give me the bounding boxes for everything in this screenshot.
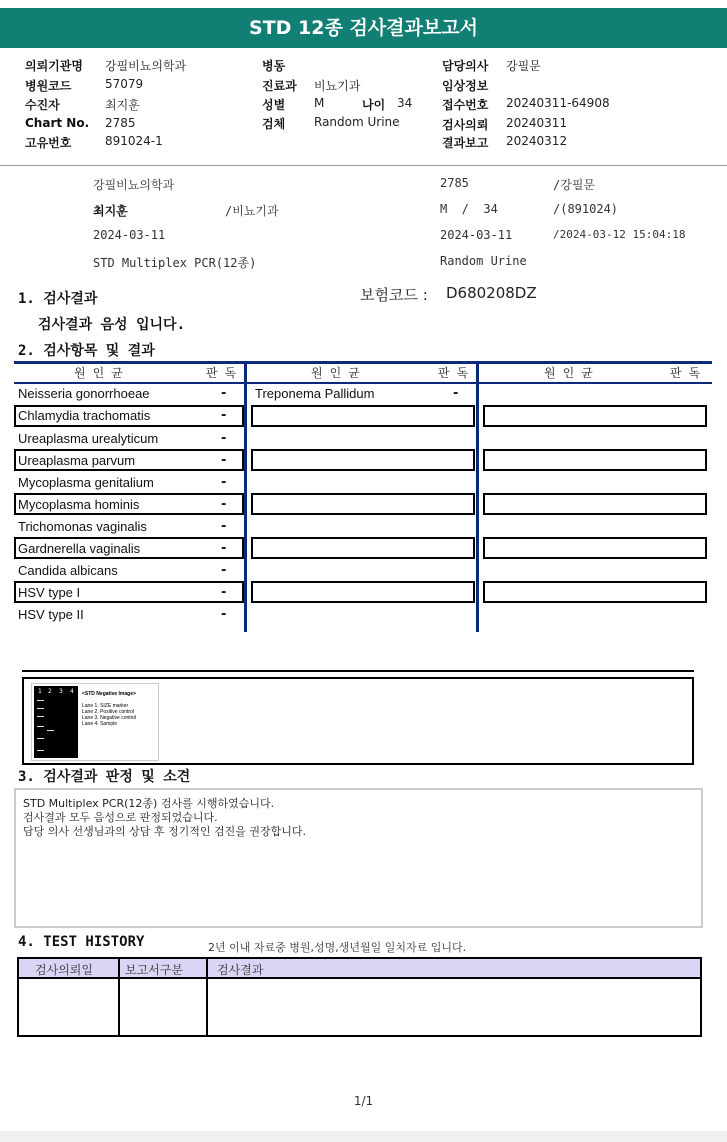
gel-legend-line: Lane 1. SIZE marker: [82, 703, 129, 709]
section1-title: 1. 검사결과: [18, 291, 98, 307]
header-label-receipt-no: 접수번호: [442, 98, 489, 112]
section-divider: [22, 670, 694, 672]
page-number: 1/1: [353, 1094, 374, 1108]
pathogen-result: -: [221, 563, 227, 578]
gel-legend-line: Lane 2. Positive control: [82, 709, 134, 715]
history-col-divider: [206, 959, 208, 1035]
header-label-dept: 진료과: [262, 79, 297, 93]
pathogen-name: Chlamydia trachomatis: [18, 408, 151, 423]
summary-patient: 최지훈: [93, 204, 128, 218]
summary-test-name: STD Multiplex PCR(12종): [93, 256, 257, 270]
summary-dept: /비뇨기과: [225, 204, 279, 218]
row-box: [483, 537, 707, 559]
summary-date2: 2024-03-11: [440, 228, 513, 242]
results-table: [14, 361, 712, 632]
summary-sex-age: M / 34: [440, 202, 498, 216]
row-box: [251, 537, 475, 559]
section1-result-text: 검사결과 음성 입니다.: [38, 317, 186, 333]
header-label-age: 나이: [362, 98, 386, 112]
report-title: STD 12종 검사결과보고서: [249, 17, 478, 39]
header-value-unique-no: 891024-1: [105, 134, 163, 148]
report-header: [0, 48, 727, 166]
gel-image-box: [22, 677, 694, 765]
lane-number: 4: [70, 688, 74, 695]
gel-legend-line: Lane 3. Negative control: [82, 715, 137, 721]
history-header-report-type: 보고서구분: [125, 963, 183, 977]
row-box: [251, 449, 475, 471]
header-label-unique-no: 고유번호: [25, 136, 72, 150]
lane-number: 3: [59, 688, 63, 695]
col-header-result-3: 판독: [670, 366, 708, 380]
gel-band: [37, 726, 44, 727]
header-value-doctor: 강필문: [506, 59, 541, 73]
history-table: [17, 957, 702, 1037]
pathogen-name: Mycoplasma hominis: [18, 497, 140, 512]
pathogen-result: -: [221, 497, 227, 512]
pathogen-name: Ureaplasma parvum: [18, 453, 136, 468]
gel-legend-title: <STD Negative Image>: [82, 691, 136, 697]
footer-band: [0, 1131, 727, 1142]
history-col-divider: [118, 959, 120, 1035]
lane-number: 2: [48, 688, 52, 695]
pathogen-result: -: [221, 519, 227, 534]
col-header-pathogen-3: 원인균: [544, 366, 600, 380]
header-label-doctor: 담당의사: [442, 59, 489, 73]
lane-number: 1: [38, 688, 42, 695]
pathogen-result: -: [221, 453, 227, 468]
insurance-code: D680208DZ: [446, 284, 537, 302]
header-value-chart-no: 2785: [105, 116, 136, 130]
history-table-header: [19, 959, 700, 979]
pathogen-result: -: [221, 585, 227, 600]
header-label-clinical-info: 임상정보: [442, 79, 489, 93]
opinion-line: 검사결과 모두 음성으로 판정되었습니다.: [23, 811, 218, 824]
opinion-line: STD Multiplex PCR(12종) 검사를 시행하였습니다.: [23, 797, 275, 810]
pathogen-name: Candida albicans: [18, 563, 118, 578]
header-label-ward: 병동: [262, 59, 286, 73]
header-value-patient: 최지훈: [105, 98, 140, 112]
gel-band: [37, 716, 44, 717]
pathogen-name: HSV type I: [18, 585, 81, 600]
pathogen-name: Mycoplasma genitalium: [18, 475, 154, 490]
header-label-clinic: 의뢰기관명: [25, 59, 83, 73]
pathogen-result: -: [221, 541, 227, 556]
header-label-chart-no: Chart No.: [25, 116, 90, 130]
header-value-sex: M: [314, 96, 325, 110]
header-label-sex: 성별: [262, 98, 286, 112]
header-value-specimen: Random Urine: [314, 115, 400, 129]
header-value-dept: 비뇨기과: [314, 79, 361, 93]
gel-image: [31, 683, 159, 761]
row-box: [483, 449, 707, 471]
row-box: [251, 405, 475, 427]
summary-chart-no: 2785: [440, 176, 469, 190]
pathogen-result: -: [221, 431, 227, 446]
history-note: 2년 이내 자료중 병원,성명,생년월일 일치자료 입니다.: [208, 941, 467, 954]
gel-band: [37, 708, 44, 709]
gel-photo: [34, 686, 78, 758]
summary-specimen: Random Urine: [440, 254, 527, 268]
header-value-clinic: 강필비뇨의학과: [105, 59, 187, 73]
summary-birth: /(891024): [553, 202, 619, 216]
row-box: [483, 581, 707, 603]
table-divider-2: [476, 361, 479, 632]
col-header-result-1: 판독: [206, 366, 244, 380]
summary-clinic: 강필비뇨의학과: [93, 178, 175, 192]
header-label-report-date: 결과보고: [442, 136, 489, 150]
pathogen-result: -: [221, 408, 227, 423]
pathogen-result: -: [221, 386, 227, 401]
header-label-patient: 수진자: [25, 98, 60, 112]
pathogen-name: Ureaplasma urealyticum: [18, 431, 159, 446]
header-label-request-date: 검사의뢰: [442, 118, 489, 132]
pathogen-result: -: [221, 475, 227, 490]
header-value-report-date: 20240312: [506, 134, 568, 148]
section2-title: 2. 검사항목 및 결과: [18, 343, 155, 359]
header-label-specimen: 검체: [262, 117, 286, 131]
summary-report-time: /2024-03-12 15:04:18: [553, 228, 686, 241]
insurance-label: 보험코드 :: [360, 286, 428, 304]
title-bar: [0, 8, 727, 48]
gel-legend-line: Lane 4. Sample: [82, 721, 118, 727]
gel-band: [37, 750, 44, 751]
col-header-result-2: 판독: [438, 366, 476, 380]
pathogen-name: HSV type II: [18, 607, 84, 622]
header-value-age: 34: [397, 96, 413, 110]
row-box: [483, 405, 707, 427]
col-header-pathogen-2: 원인균: [311, 366, 367, 380]
gel-band: [37, 700, 44, 701]
row-box: [251, 493, 475, 515]
pathogen-name: Trichomonas vaginalis: [18, 519, 147, 534]
section4-title: 4. TEST HISTORY: [18, 934, 145, 950]
table-divider-1: [244, 361, 247, 632]
pathogen-result: -: [221, 607, 227, 622]
header-label-hospital-code: 병원코드: [25, 79, 72, 93]
header-value-request-date: 20240311: [506, 116, 568, 130]
row-box: [251, 581, 475, 603]
pathogen-name: Neisseria gonorrhoeae: [18, 386, 150, 401]
header-value-hospital-code: 57079: [105, 77, 144, 91]
section3-title: 3. 검사결과 판정 및 소견: [18, 769, 191, 785]
gel-band: [47, 730, 54, 731]
gel-band: [37, 738, 44, 739]
pathogen-result: -: [453, 386, 459, 401]
header-value-receipt-no: 20240311-64908: [506, 96, 610, 110]
summary-date1: 2024-03-11: [93, 228, 166, 242]
pathogen-name: Treponema Pallidum: [255, 386, 375, 401]
history-header-result: 검사결과: [217, 963, 264, 977]
opinion-line: 담당 의사 선생님과의 상담 후 정기적인 검진을 권장합니다.: [23, 825, 306, 838]
opinion-box: [14, 788, 703, 928]
history-header-request-date: 검사의뢰일: [35, 963, 93, 977]
pathogen-name: Gardnerella vaginalis: [18, 541, 141, 556]
table-header-line: [14, 382, 712, 384]
summary-doctor: /강필문: [553, 178, 596, 192]
col-header-pathogen-1: 원인균: [74, 366, 130, 380]
row-box: [483, 493, 707, 515]
